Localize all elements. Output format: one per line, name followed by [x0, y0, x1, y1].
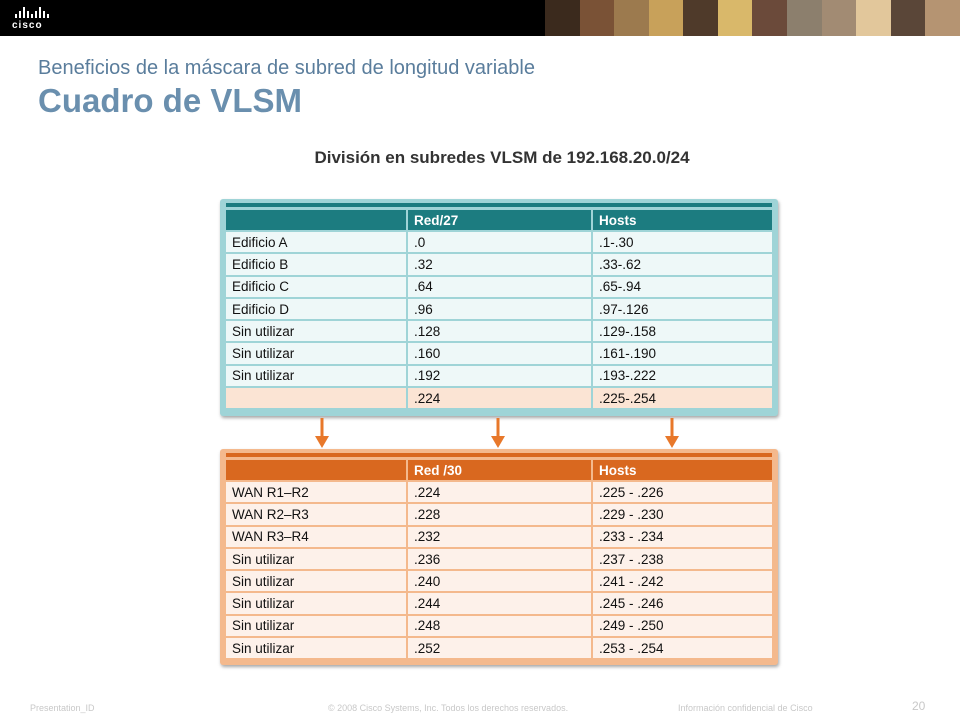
header-photo: [545, 0, 580, 36]
table-row: [226, 343, 772, 363]
down-arrow-icon: [491, 418, 505, 448]
cell-hosts: .241 - .242: [593, 571, 772, 591]
cell-hosts: .253 - .254: [593, 638, 772, 658]
cell-network: .224: [408, 482, 591, 502]
cell-name: Sin utilizar: [226, 593, 406, 613]
cell-network: .128: [408, 321, 591, 341]
table-row: [226, 232, 772, 252]
table-top-rule: [226, 203, 772, 207]
header-band: [0, 0, 960, 36]
header-photo: [925, 0, 960, 36]
cell-hosts: .249 - .250: [593, 616, 772, 636]
header-cell-name: [226, 460, 406, 480]
table-row: [226, 366, 772, 386]
header-cell-network: Red /30: [408, 460, 591, 480]
photo-strip: [545, 0, 960, 36]
table-top-rule: [226, 453, 772, 457]
header-photo: [614, 0, 649, 36]
table-header-row: [226, 210, 772, 230]
vlsm-table-30: [224, 458, 774, 660]
cisco-logo: [12, 6, 58, 32]
cell-hosts: .229 - .230: [593, 504, 772, 524]
cell-network: .236: [408, 549, 591, 569]
cell-network: .240: [408, 571, 591, 591]
cell-name: Sin utilizar: [226, 549, 406, 569]
cell-hosts: .129-.158: [593, 321, 772, 341]
table-row: [226, 616, 772, 636]
cell-name: WAN R1–R2: [226, 482, 406, 502]
footer-copyright: © 2008 Cisco Systems, Inc. Todos los derechos reservados.: [328, 703, 569, 713]
table-row: [226, 482, 772, 502]
cisco-logo-bars: [15, 6, 58, 18]
cell-hosts: .225 - .226: [593, 482, 772, 502]
header-cell-hosts: Hosts: [593, 460, 772, 480]
table-header-row: [226, 460, 772, 480]
figure-title: División en subredes VLSM de 192.168.20.0/24: [314, 148, 690, 167]
cell-network: .244: [408, 593, 591, 613]
cell-hosts: .237 - .238: [593, 549, 772, 569]
cisco-logo-text: cisco: [12, 20, 43, 31]
cell-name: Sin utilizar: [226, 321, 406, 341]
cell-network: .232: [408, 527, 591, 547]
cell-name: Sin utilizar: [226, 616, 406, 636]
vlsm-table-27: [224, 208, 774, 410]
footer-presentation-id: Presentation_ID: [30, 703, 95, 713]
cell-hosts: .33-.62: [593, 254, 772, 274]
footer-confidential: Información confidencial de Cisco: [678, 703, 813, 713]
cell-name: Sin utilizar: [226, 343, 406, 363]
cell-network: .0: [408, 232, 591, 252]
header-photo: [891, 0, 926, 36]
cell-hosts: .1-.30: [593, 232, 772, 252]
cell-name: WAN R2–R3: [226, 504, 406, 524]
cell-hosts: .97-.126: [593, 299, 772, 319]
cell-name: Edificio B: [226, 254, 406, 274]
header-photo: [787, 0, 822, 36]
table-row: [226, 254, 772, 274]
header-cell-hosts: Hosts: [593, 210, 772, 230]
vlsm-table-30-panel: [220, 449, 778, 665]
table-row: [226, 571, 772, 591]
cell-hosts: .65-.94: [593, 277, 772, 297]
vlsm-table-27-panel: [220, 199, 778, 416]
table-row: [226, 593, 772, 613]
cell-network: .228: [408, 504, 591, 524]
cell-name: Sin utilizar: [226, 366, 406, 386]
table-row: [226, 504, 772, 524]
cell-network: .160: [408, 343, 591, 363]
header-photo: [683, 0, 718, 36]
header-photo: [752, 0, 787, 36]
slide-title: Cuadro de VLSM: [38, 82, 303, 119]
slide-subtitle: Beneficios de la máscara de subred de longitud variable: [38, 57, 535, 79]
header-photo: [649, 0, 684, 36]
cell-name: Sin utilizar: [226, 638, 406, 658]
cell-network: .248: [408, 616, 591, 636]
cell-name: Edificio A: [226, 232, 406, 252]
cell-hosts: .161-.190: [593, 343, 772, 363]
page-number: 20: [912, 699, 926, 713]
header-photo: [856, 0, 891, 36]
table-row: [226, 638, 772, 658]
cell-network: .192: [408, 366, 591, 386]
cell-name: WAN R3–R4: [226, 527, 406, 547]
header-photo: [718, 0, 753, 36]
cell-network: .224: [408, 388, 591, 408]
cell-network: .252: [408, 638, 591, 658]
table-row: [226, 277, 772, 297]
cell-name: [226, 388, 406, 408]
down-arrow-icon: [315, 418, 329, 448]
cell-hosts: .245 - .246: [593, 593, 772, 613]
header-photo: [822, 0, 857, 36]
table-row: [226, 549, 772, 569]
header-cell-name: [226, 210, 406, 230]
cell-name: Sin utilizar: [226, 571, 406, 591]
header-cell-network: Red/27: [408, 210, 591, 230]
table-row: [226, 299, 772, 319]
table-row-highlighted: [226, 388, 772, 408]
table-row: [226, 321, 772, 341]
cell-name: Edificio D: [226, 299, 406, 319]
cell-network: .32: [408, 254, 591, 274]
cell-name: Edificio C: [226, 277, 406, 297]
cell-hosts: .225-.254: [593, 388, 772, 408]
cell-hosts: .233 - .234: [593, 527, 772, 547]
down-arrow-icon: [665, 418, 679, 448]
cell-network: .64: [408, 277, 591, 297]
table-row: [226, 527, 772, 547]
header-photo: [580, 0, 615, 36]
cell-network: .96: [408, 299, 591, 319]
cell-hosts: .193-.222: [593, 366, 772, 386]
